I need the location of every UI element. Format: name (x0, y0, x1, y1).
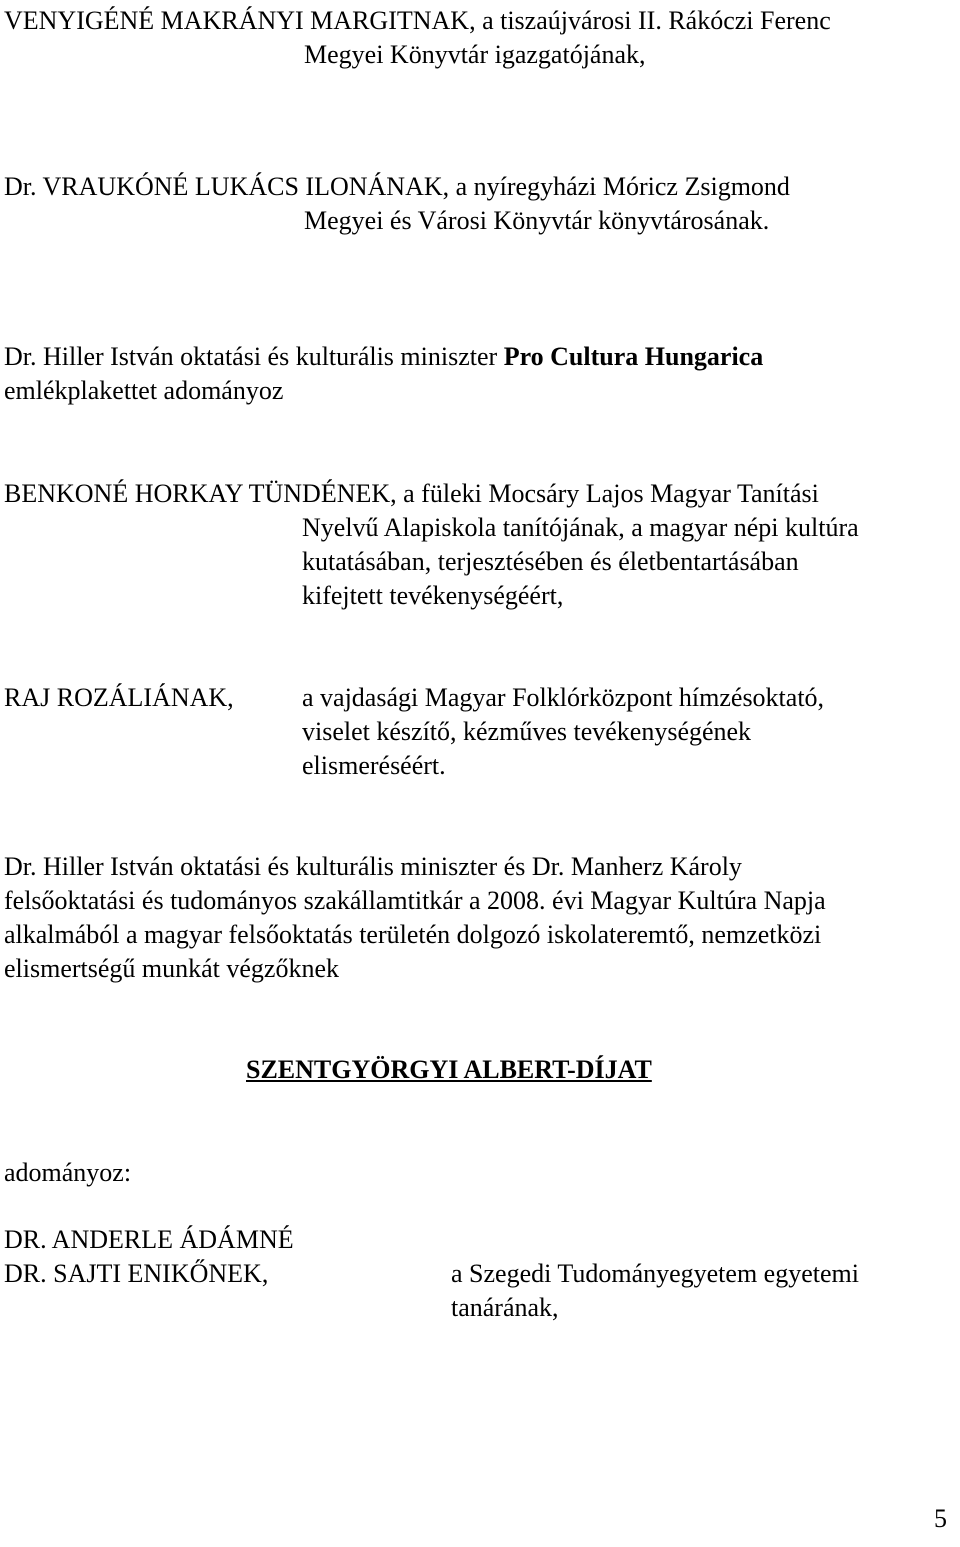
benko-line2: Nyelvű Alapiskola tanítójának, a magyar népi kultúra (302, 513, 859, 542)
anderle-line2: tanárának, (451, 1293, 559, 1322)
award-intro-2-line2: felsőoktatási és tudományos szakállamtitkár a 2008. évi Magyar Kultúra Napja (4, 886, 826, 915)
block1-line2: Megyei Könyvtár igazgatójának, (304, 40, 646, 69)
award-intro-1-line1 (4, 340, 763, 374)
anderle-name1: DR. ANDERLE ÁDÁMNÉ (4, 1225, 294, 1254)
raj-line2: viselet készítő, kézműves tevékenységének (302, 717, 752, 746)
raj-line1: a vajdasági Magyar Folklórközpont hímzésoktató, (302, 683, 825, 712)
adomanyoz-label: adományoz: (4, 1158, 132, 1187)
block1-line1: VENYIGÉNÉ MAKRÁNYI MARGITNAK, a tiszaújvárosi II. Rákóczi Ferenc (4, 6, 831, 35)
raj-name: RAJ ROZÁLIÁNAK, (4, 683, 234, 712)
benko-line1: BENKONÉ HORKAY TÜNDÉNEK, a füleki Mocsáry Lajos Magyar Tanítási (4, 479, 819, 508)
award-intro-2-line4: elismertségű munkát végzőknek (4, 954, 340, 983)
award-intro-2-line3: alkalmából a magyar felsőoktatás területén dolgozó iskolateremtő, nemzetközi (4, 920, 822, 949)
award-intro-2-line1: Dr. Hiller István oktatási és kulturális miniszter és Dr. Manherz Károly (4, 852, 742, 881)
anderle-line1: a Szegedi Tudományegyetem egyetemi (451, 1259, 859, 1288)
raj-line3: elismeréséért. (302, 751, 446, 780)
block2-line2: Megyei és Városi Könyvtár könyvtárosának. (304, 206, 770, 235)
award-intro-1-line2: emlékplakettet adományoz (4, 376, 284, 405)
benko-line3: kutatásában, terjesztésében és életbentartásában (302, 547, 799, 576)
benko-line4: kifejtett tevékenységéért, (302, 581, 564, 610)
award-title: SZENTGYÖRGYI ALBERT-DÍJAT (246, 1055, 652, 1084)
award-intro-1-prefix: Dr. Hiller István oktatási és kulturális miniszter (4, 342, 504, 371)
page-number: 5 (934, 1504, 947, 1533)
anderle-name2: DR. SAJTI ENIKŐNEK, (4, 1259, 269, 1288)
pro-cultura-hungarica: Pro Cultura Hungarica (503, 342, 764, 371)
block2-line1: Dr. VRAUKÓNÉ LUKÁCS ILONÁNAK, a nyíregyházi Móricz Zsigmond (4, 172, 790, 201)
